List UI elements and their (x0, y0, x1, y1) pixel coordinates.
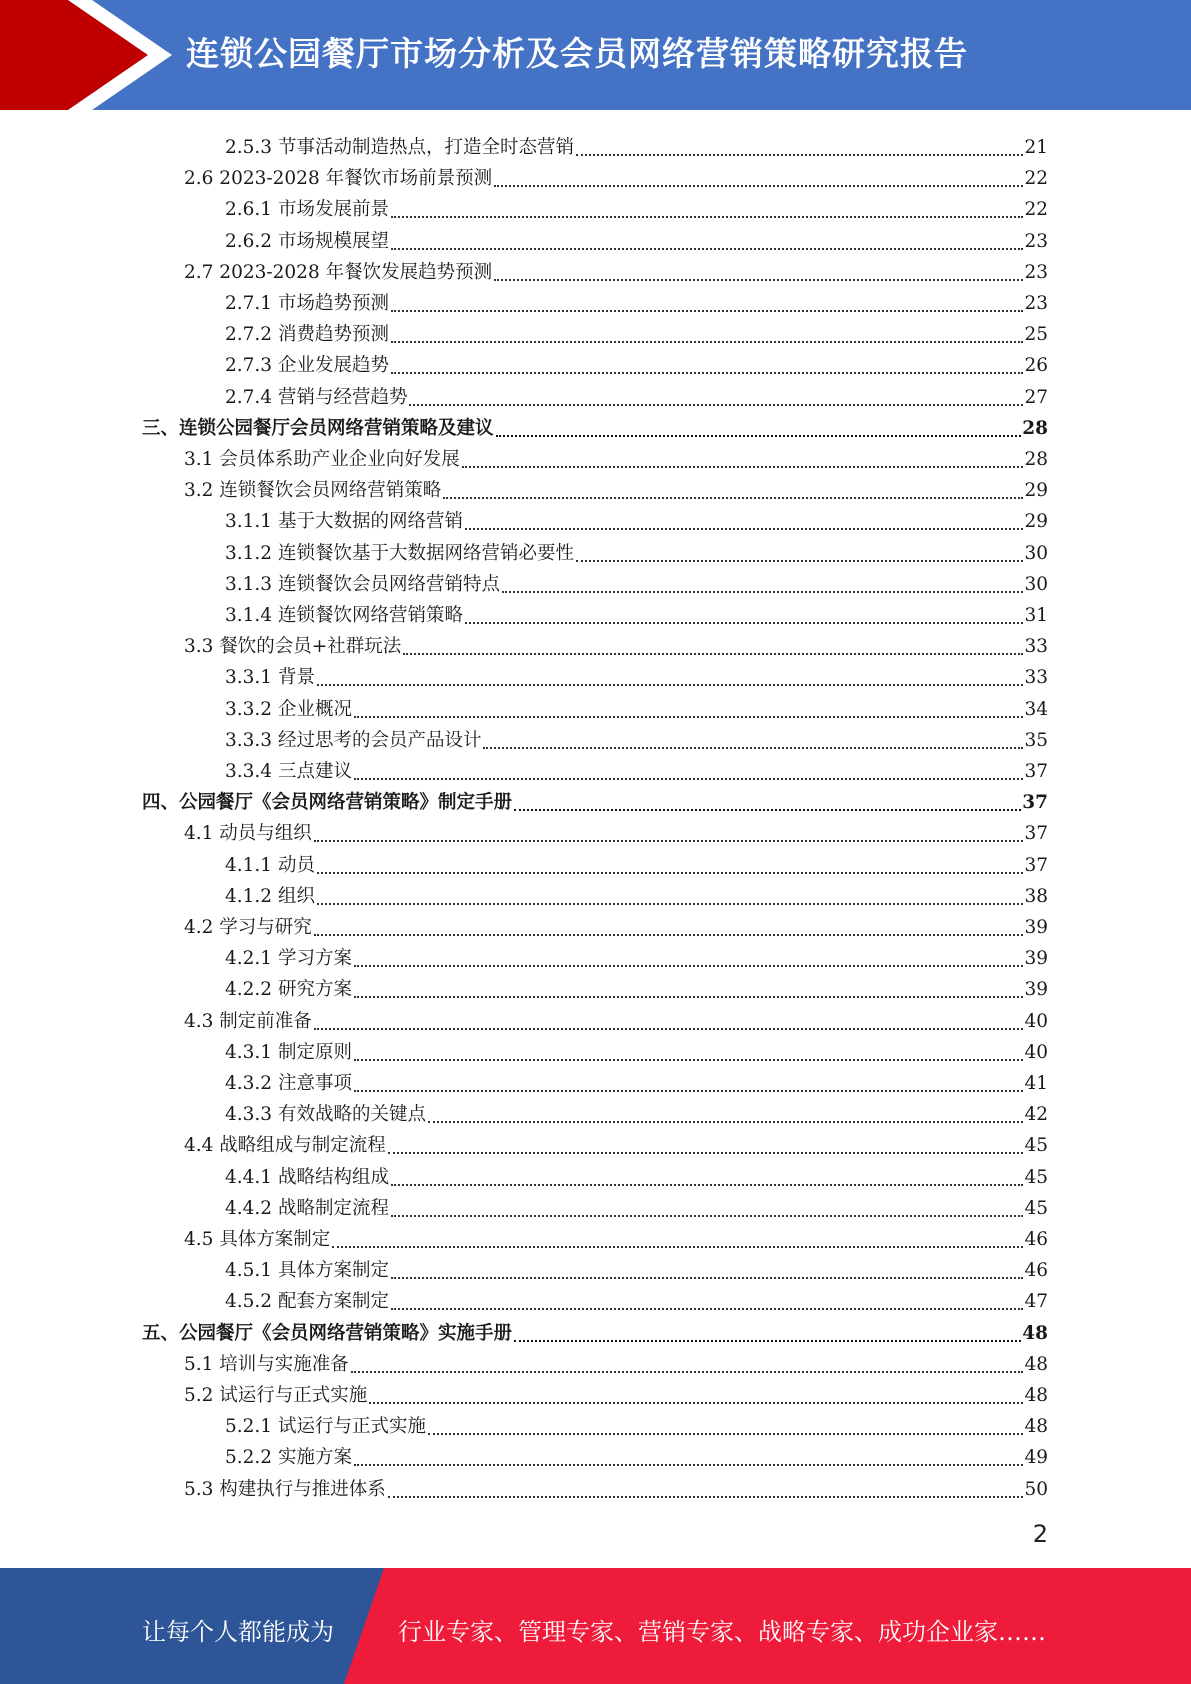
toc-entry-page: 37 (1022, 792, 1048, 814)
toc-leader-dots (391, 248, 1023, 250)
toc-entry[interactable] (184, 1126, 1048, 1157)
toc-leader-dots (391, 216, 1023, 218)
page-number: 2 (1032, 1520, 1048, 1548)
toc-leader-dots (391, 1184, 1023, 1186)
toc-entry[interactable] (184, 1470, 1048, 1501)
toc-leader-dots (351, 1371, 1024, 1373)
toc-leader-dots (388, 1496, 1024, 1498)
toc-entry[interactable] (184, 471, 1048, 502)
toc-entry-label: 2.7.2 消费趋势预测 (225, 324, 389, 346)
toc-entry[interactable] (225, 1407, 1048, 1438)
toc-leader-dots (483, 747, 1023, 749)
toc-leader-dots (496, 435, 1022, 437)
toc-entry-page: 23 (1024, 293, 1048, 314)
toc-entry-page: 45 (1024, 1166, 1048, 1188)
toc-entry-label: 4.1.1 动员 (225, 854, 315, 876)
toc-entry-label: 2.7.3 企业发展趋势 (225, 355, 389, 377)
toc-entry-label: 3.3.4 三点建议 (225, 761, 352, 782)
toc-entry-page: 38 (1024, 885, 1048, 907)
toc-entry[interactable] (225, 1064, 1048, 1095)
toc-leader-dots (391, 1215, 1023, 1217)
toc-entry-label: 4.4.2 战略制定流程 (225, 1197, 389, 1219)
toc-entry[interactable] (184, 908, 1048, 939)
toc-entry[interactable] (225, 534, 1048, 565)
toc-entry-page: 45 (1024, 1135, 1048, 1157)
toc-leader-dots (403, 653, 1023, 655)
toc-entry[interactable] (225, 877, 1048, 908)
toc-leader-dots (428, 1433, 1023, 1435)
toc-leader-dots (462, 466, 1024, 468)
toc-entry-page: 33 (1024, 636, 1048, 658)
toc-entry-label: 2.7.1 市场趋势预测 (225, 293, 389, 314)
toc-entry[interactable] (225, 1251, 1048, 1282)
toc-entry[interactable] (225, 752, 1048, 783)
toc-leader-dots (514, 1340, 1021, 1342)
toc-entry-page: 23 (1024, 261, 1048, 283)
toc-leader-dots (502, 591, 1023, 593)
toc-entry[interactable] (225, 970, 1048, 1001)
toc-leader-dots (369, 1402, 1023, 1404)
toc-entry-page: 26 (1024, 355, 1048, 377)
toc-entry[interactable] (225, 1033, 1048, 1064)
toc-entry-label: 2.5.3 节事活动制造热点，打造全时态营销 (225, 137, 574, 158)
toc-entry-label: 4.3.3 有效战略的关键点 (225, 1104, 426, 1126)
toc-entry-page: 21 (1024, 137, 1048, 158)
toc-entry-page: 25 (1024, 324, 1048, 346)
toc-leader-dots (314, 1028, 1024, 1030)
toc-entry-page: 39 (1024, 948, 1048, 970)
toc-entry[interactable] (225, 565, 1048, 596)
toc-leader-dots (494, 279, 1023, 281)
toc-entry-page: 46 (1024, 1260, 1048, 1282)
toc-leader-dots (494, 185, 1023, 187)
toc-leader-dots (317, 872, 1024, 874)
toc-entry-label: 5.2 试运行与正式实施 (184, 1385, 368, 1406)
toc-entry-page: 30 (1024, 573, 1048, 595)
toc-entry-label: 四、公园餐厅《会员网络营销策略》制定手册 (142, 792, 513, 814)
toc-entry-label: 5.3 构建执行与推进体系 (184, 1478, 386, 1500)
toc-entry[interactable] (225, 378, 1048, 409)
toc-entry[interactable] (225, 315, 1048, 346)
toc-entry-page: 48 (1024, 1385, 1048, 1406)
toc-entry[interactable] (225, 1095, 1048, 1126)
toc-leader-dots (354, 716, 1024, 718)
toc-entry[interactable] (184, 253, 1048, 284)
toc-entry-label: 5.2.2 实施方案 (225, 1447, 352, 1469)
toc-entry[interactable] (184, 1376, 1048, 1407)
toc-entry[interactable] (225, 222, 1048, 253)
toc-entry-label: 4.5 具体方案制定 (184, 1229, 331, 1250)
toc-entry-page: 50 (1024, 1478, 1048, 1500)
toc-leader-dots (514, 809, 1021, 811)
toc-entry-page: 31 (1024, 605, 1048, 626)
toc-entry-page: 41 (1024, 1073, 1048, 1094)
toc-entry-label: 4.4 战略组成与制定流程 (184, 1135, 386, 1157)
toc-leader-dots (317, 684, 1024, 686)
toc-entry[interactable] (225, 1189, 1048, 1220)
toc-entry[interactable] (225, 1282, 1048, 1313)
toc-entry[interactable] (184, 1345, 1048, 1376)
toc-entry[interactable] (225, 284, 1048, 315)
toc-entry[interactable] (184, 159, 1048, 190)
toc-entry-page: 22 (1024, 199, 1048, 221)
toc-entry-label: 4.2.1 学习方案 (225, 948, 352, 970)
toc-entry-page: 37 (1024, 761, 1048, 782)
toc-entry-page: 48 (1024, 1353, 1048, 1375)
toc-entry-label: 5.1 培训与实施准备 (184, 1353, 349, 1375)
toc-leader-dots (314, 840, 1024, 842)
toc-entry-label: 4.2.2 研究方案 (225, 979, 352, 1001)
toc-entry-label: 4.3 制定前准备 (184, 1010, 312, 1032)
toc-leader-dots (391, 310, 1023, 312)
toc-entry-page: 48 (1024, 1416, 1048, 1438)
page-header (0, 0, 1191, 110)
toc-entry-label: 3.1.1 基于大数据的网络营销 (225, 511, 463, 533)
toc-entry-label: 4.3.1 制定原则 (225, 1041, 352, 1063)
toc-leader-dots (354, 996, 1024, 998)
toc-entry[interactable] (225, 658, 1048, 689)
toc-entry-label: 3.3.2 企业概况 (225, 698, 352, 720)
toc-entry-label: 三、连锁公园餐厅会员网络营销策略及建议 (142, 417, 494, 439)
toc-entry[interactable] (225, 346, 1048, 377)
toc-entry-page: 40 (1024, 1041, 1048, 1063)
toc-entry-label: 2.6.2 市场规模展望 (225, 230, 389, 252)
toc-entry-page: 33 (1024, 667, 1048, 689)
page-footer (0, 1568, 1191, 1684)
toc-entry-label: 3.3 餐饮的会员+社群玩法 (184, 636, 402, 658)
toc-entry-page: 35 (1024, 729, 1048, 751)
toc-entry-label: 4.4.1 战略结构组成 (225, 1166, 389, 1188)
toc-entry-label: 3.1.2 连锁餐饮基于大数据网络营销必要性 (225, 542, 574, 564)
toc-entry[interactable] (184, 440, 1048, 471)
toc-leader-dots (443, 497, 1023, 499)
toc-entry-page: 46 (1024, 1229, 1048, 1250)
toc-entry-page: 37 (1024, 854, 1048, 876)
toc-entry[interactable] (225, 190, 1048, 221)
toc-entry[interactable] (142, 783, 1048, 814)
toc-entry-label: 2.7 2023-2028 年餐饮发展趋势预测 (184, 261, 493, 283)
footer-slogan-left: 让每个人都能成为 (142, 1618, 334, 1646)
toc-leader-dots (354, 1090, 1024, 1092)
toc-entry[interactable] (225, 128, 1048, 159)
toc-entry-label: 4.5.2 配套方案制定 (225, 1291, 389, 1313)
toc-entry-label: 3.3.1 背景 (225, 667, 315, 689)
toc-entry-page: 27 (1024, 386, 1048, 408)
toc-entry-label: 4.1.2 组织 (225, 885, 315, 907)
toc-leader-dots (576, 154, 1023, 156)
toc-entry-label: 3.2 连锁餐饮会员网络营销策略 (184, 480, 442, 502)
toc-entry-page: 30 (1024, 542, 1048, 564)
toc-entry-page: 48 (1022, 1322, 1048, 1344)
toc-leader-dots (409, 404, 1023, 406)
toc-entry-label: 3.1.4 连锁餐饮网络营销策略 (225, 605, 463, 626)
toc-leader-dots (391, 372, 1023, 374)
toc-entry[interactable] (225, 1438, 1048, 1469)
toc-entry-page: 45 (1024, 1197, 1048, 1219)
toc-entry-label: 2.6.1 市场发展前景 (225, 199, 389, 221)
toc-entry-page: 37 (1024, 823, 1048, 845)
toc-leader-dots (354, 965, 1024, 967)
toc-entry[interactable] (225, 721, 1048, 752)
toc-entry-label: 4.3.2 注意事项 (225, 1073, 352, 1094)
toc-leader-dots (465, 622, 1023, 624)
toc-leader-dots (354, 1059, 1024, 1061)
toc-entry-label: 2.7.4 营销与经营趋势 (225, 386, 408, 408)
toc-entry[interactable] (184, 1220, 1048, 1251)
toc-entry-page: 29 (1024, 480, 1048, 502)
toc-entry[interactable] (184, 627, 1048, 658)
toc-leader-dots (354, 1464, 1024, 1466)
toc-entry-page: 28 (1022, 417, 1048, 439)
toc-leader-dots (388, 1152, 1024, 1154)
toc-entry[interactable] (225, 1158, 1048, 1189)
toc-leader-dots (465, 528, 1023, 530)
toc-leader-dots (314, 934, 1024, 936)
toc-entry-label: 4.1 动员与组织 (184, 823, 312, 845)
toc-leader-dots (391, 1308, 1023, 1310)
toc-leader-dots (428, 1121, 1023, 1123)
toc-entry-page: 23 (1024, 230, 1048, 252)
toc-entry[interactable] (225, 939, 1048, 970)
toc-entry-page: 34 (1024, 698, 1048, 720)
toc-leader-dots (391, 1277, 1023, 1279)
toc-entry-label: 5.2.1 试运行与正式实施 (225, 1416, 426, 1438)
toc-entry-page: 39 (1024, 917, 1048, 938)
toc-entry[interactable] (225, 502, 1048, 533)
toc-entry[interactable] (225, 690, 1048, 721)
toc-leader-dots (317, 903, 1024, 905)
toc-entry-label: 3.1 会员体系助产业企业向好发展 (184, 449, 460, 470)
toc-entry-page: 42 (1024, 1104, 1048, 1126)
toc-entry[interactable] (142, 1314, 1048, 1345)
toc-leader-dots (576, 560, 1023, 562)
toc-entry-label: 3.1.3 连锁餐饮会员网络营销特点 (225, 573, 500, 595)
toc-entry[interactable] (225, 596, 1048, 627)
footer-slogan-right: 行业专家、管理专家、营销专家、战略专家、成功企业家…… (398, 1618, 1046, 1646)
toc-entry-label: 五、公园餐厅《会员网络营销策略》实施手册 (142, 1322, 513, 1344)
toc-entry-page: 47 (1024, 1291, 1048, 1313)
toc-entry-page: 22 (1024, 168, 1048, 190)
toc-leader-dots (391, 341, 1023, 343)
toc-entry-label: 2.6 2023-2028 年餐饮市场前景预测 (184, 168, 493, 190)
toc-entry-page: 49 (1024, 1447, 1048, 1469)
toc-entry-label: 3.3.3 经过思考的会员产品设计 (225, 729, 482, 751)
toc-entry[interactable] (225, 846, 1048, 877)
toc-leader-dots (332, 1246, 1023, 1248)
toc-entry-label: 4.5.1 具体方案制定 (225, 1260, 389, 1282)
toc-entry-page: 40 (1024, 1010, 1048, 1032)
toc-entry[interactable] (184, 814, 1048, 845)
toc-entry[interactable] (142, 409, 1048, 440)
toc-entry-page: 29 (1024, 511, 1048, 533)
toc-entry[interactable] (184, 1002, 1048, 1033)
toc-entry-label: 4.2 学习与研究 (184, 917, 312, 938)
toc-leader-dots (354, 778, 1024, 780)
toc-entry-page: 28 (1024, 449, 1048, 470)
report-title: 连锁公园餐厅市场分析及会员网络营销策略研究报告 (186, 34, 968, 73)
toc-entry-page: 39 (1024, 979, 1048, 1001)
